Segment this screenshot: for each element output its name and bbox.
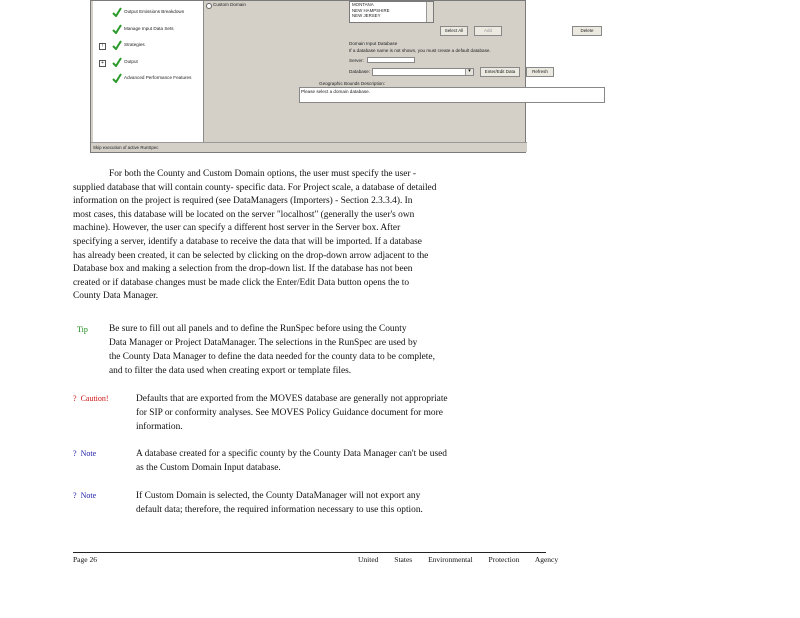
nav-item-manage-input[interactable]: Manage Input Data Sets (93, 26, 203, 38)
paragraph-line: information on the project is required (see DataManagers (Importers) - Section 2.3.3.4). In (73, 196, 413, 207)
checkmark-icon (112, 40, 122, 50)
note-text (136, 489, 423, 517)
note-text (136, 447, 447, 475)
page-number: Page 26 (73, 555, 97, 564)
paragraph-line: created or if database changes must be made click the Enter/Edit Data button opens the to (73, 277, 410, 288)
note-line: A database created for a specific county by the County Data Manager can't be used (136, 449, 447, 459)
server-label: Server: (349, 58, 364, 63)
tip-line: Data Manager or Project DataManager. The selections in the RunSpec are used by (109, 338, 418, 348)
custom-domain-label: Custom Domain (213, 2, 246, 7)
caution-label: ? Caution! (73, 394, 109, 403)
geographic-description-text: Please select a domain database. (301, 89, 370, 94)
enter-edit-data-button[interactable]: Enter/Edit Data (480, 67, 520, 77)
list-item[interactable]: NEW JERSEY (352, 13, 381, 18)
geographic-description-textarea[interactable] (299, 87, 605, 103)
refresh-button[interactable]: Refresh (526, 67, 554, 77)
tip-line: the County Data Manager to define the data needed for the county data to be complete, (109, 352, 435, 362)
list-scrollbar[interactable] (426, 2, 433, 22)
add-button[interactable]: Add (474, 26, 502, 36)
geographic-description-label: Geographic Bounds Description: (319, 81, 386, 86)
checkmark-icon (112, 57, 122, 67)
note-block (73, 489, 573, 519)
caution-line: for SIP or conformity analyses. See MOVES Policy Guidance document for more (136, 408, 443, 418)
chevron-down-icon[interactable]: ▾ (465, 69, 473, 75)
state-list[interactable] (349, 1, 434, 23)
list-item[interactable]: NEW HAMPSHIRE (352, 7, 390, 13)
note-line: as the Custom Domain Input database. (136, 463, 281, 473)
database-dropdown[interactable] (372, 68, 474, 76)
expand-icon[interactable]: ! (99, 43, 106, 50)
nav-item-output[interactable]: + Output (93, 59, 203, 71)
list-item[interactable]: MONTANA (352, 2, 374, 7)
tip-label: Tip (77, 325, 88, 334)
paragraph-line: For both the County and Custom Domain options, the user must specify the user - (109, 169, 416, 179)
caution-line: Defaults that are exported from the MOVES database are generally not appropriate (136, 394, 448, 404)
checkmark-icon (112, 24, 122, 34)
paragraph-line: County Data Manager. (73, 291, 159, 302)
tip-text (109, 322, 435, 378)
checkmark-icon (112, 73, 122, 83)
tip-line: and to filter the data used when creating export or template files. (109, 366, 352, 376)
server-input[interactable] (367, 57, 415, 63)
nav-item-strategies[interactable]: ! Strategies (93, 42, 203, 54)
database-label: Database: (349, 69, 370, 74)
caution-block (73, 392, 573, 436)
paragraph-line: Database box and making a selection from the drop-down list. If the database has not been (73, 264, 413, 275)
note-line: If Custom Domain is selected, the County DataManager will not export any (136, 491, 421, 501)
nav-item-output-emissions[interactable]: Output Emissions Breakdown (93, 9, 203, 21)
select-all-button[interactable]: Select All (440, 26, 468, 36)
footer-agency: United States Environmental Protection Agency (358, 555, 559, 564)
note-label: ? Note (73, 449, 97, 458)
body-paragraph (73, 168, 633, 304)
navigation-panel (93, 1, 204, 144)
note-line: default data; therefore, the required information necessary to use this option. (136, 505, 423, 515)
note-block (73, 447, 573, 477)
paragraph-line: machine). However, the user can specify a different host server in the Server box. After (73, 223, 401, 234)
caution-text (136, 392, 448, 434)
footer-rule (73, 552, 546, 553)
paragraph-line: specifying a server, identify a database to receive the data that will be imported. If a database (73, 236, 422, 247)
status-bar: Skip execution of active RunSpec (91, 142, 527, 152)
note-label: ? Note (73, 491, 97, 500)
checkmark-icon (112, 7, 122, 17)
tip-line: Be sure to fill out all panels and to define the RunSpec before using the County (109, 324, 407, 334)
domain-input-description: If a database name is not shown, you must create a default database. (349, 48, 491, 53)
caution-line: information. (136, 422, 183, 432)
paragraph-line: most cases, this database will be located on the server "localhost" (generally the user's own (73, 209, 415, 220)
paragraph-line: supplied database that will contain county- specific data. For Project scale, a database of detailed (73, 182, 437, 193)
expand-icon[interactable]: + (99, 60, 106, 67)
input-database-panel (204, 1, 594, 144)
embedded-screenshot (90, 0, 594, 153)
delete-button[interactable]: Delete (572, 26, 602, 36)
tip-block (73, 322, 573, 382)
nav-item-advanced-performance[interactable]: Advanced Performance Features (93, 75, 203, 87)
custom-domain-radio[interactable] (206, 3, 212, 9)
paragraph-line: has already been created, it can be selected by clicking on the drop-down arrow adjacent to the (73, 250, 429, 261)
domain-input-heading: Domain Input Database (349, 41, 398, 46)
